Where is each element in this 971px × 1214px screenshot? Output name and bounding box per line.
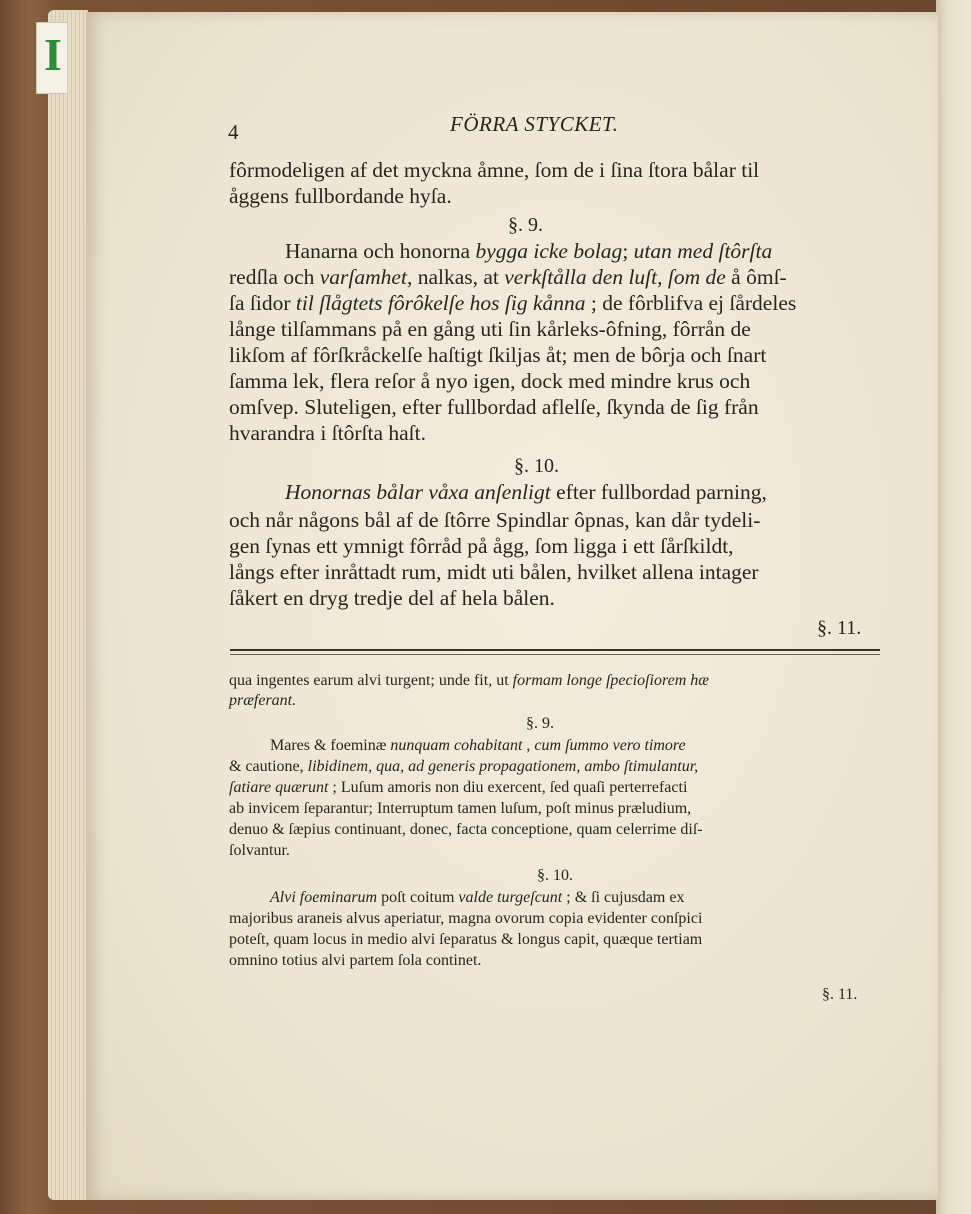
swedish-carry-line-1: fôrmodeligen af det myckna åmne, ſom de i ſina ſtora bålar til [229, 158, 760, 182]
latin-s10-line-1: Alvi foeminarum poſt coitum valde turgeſcunt ; & ſi cujusdam ex [270, 889, 685, 906]
swedish-catchword: §. 11. [817, 617, 862, 639]
latin-s9-line-3: ſatiare quærunt ; Luſum amoris non diu exercent, ſed quaſi perterrefacti [229, 779, 688, 796]
divider-rule-thick [230, 649, 880, 651]
latin-s9-line-5: denuo & ſæpius continuant, donec, facta conceptione, quam celerrime diſ- [229, 821, 703, 838]
latin-s10-line-3: poteſt, quam locus in medio alvi ſeparatus & longus capit, quæque tertiam [229, 931, 703, 948]
running-head: FÖRRA STYCKET. [450, 112, 619, 136]
swedish-s10-line-1: Honornas bålar våxa anſenligt efter fullbordad parning, [285, 480, 767, 504]
swedish-s10-line-5: ſåkert en dryg tredje del af hela bålen. [229, 586, 555, 610]
latin-s10-line-2: majoribus araneis alvus aperiatur, magna ovorum copia evidenter conſpici [229, 910, 703, 927]
swedish-s9-line-2: redſla och varſamhet, nalkas, at verkſtålla den luſt, ſom de å ômſ- [229, 265, 787, 289]
swedish-s9-line-6: ſamma lek, flera reſor å nyo igen, dock med mindre krus och [229, 369, 751, 393]
page-number: 4 [228, 120, 239, 144]
latin-s10-line-4: omnino totius alvi partem ſola continet. [229, 952, 482, 969]
divider-rule-thin [230, 654, 880, 655]
swedish-s9-line-3: ſa ſidor til ſlågtets fôrôkelſe hos ſig kånna ; de fôrblifva ej ſårdeles [229, 291, 797, 315]
swedish-s9-line-8: hvarandra i ſtôrſta haſt. [229, 421, 427, 445]
swedish-s10-line-3: gen ſynas ett ymnigt fôrråd på ågg, ſom ligga i ett ſårſkildt, [229, 534, 734, 558]
latin-section-10-heading: §. 10. [537, 867, 573, 884]
swedish-s9-line-5: likſom af fôrſkråckelſe haſtigt ſkiljas åt; men de bôrja och ſnart [229, 343, 767, 367]
latin-carry-line-1: qua ingentes earum alvi turgent; unde fit, ut formam longe ſpecioſiorem hæ [229, 672, 709, 689]
swedish-s10-line-2: och når någons bål af de ſtôrre Spindlar ôpnas, kan dår tydeli- [229, 508, 761, 532]
swedish-s9-line-1: Hanarna och honorna bygga icke bolag; utan med ſtôrſta [285, 239, 773, 263]
latin-s9-line-1: Mares & foeminæ nunquam cohabitant , cum ſummo vero timore [270, 737, 686, 754]
swedish-s9-line-7: omſvep. Sluteligen, efter fullbordad aflelſe, ſkynda de ſig från [229, 395, 759, 419]
swedish-section-10-heading: §. 10. [514, 455, 559, 477]
latin-section-9-heading: §. 9. [526, 715, 554, 732]
tab-letter: I [44, 29, 62, 80]
latin-catchword: §. 11. [822, 986, 858, 1003]
page-edges [48, 10, 88, 1200]
latin-s9-line-6: ſolvantur. [229, 842, 290, 859]
swedish-carry-line-2: åggens fullbordande hyſa. [229, 184, 452, 208]
swedish-section-9-heading: §. 9. [508, 214, 543, 236]
latin-carry-line-2: præferant. [229, 692, 297, 709]
swedish-s10-line-4: långs efter inråttadt rum, midt uti bålen, hvilket allena intager [229, 560, 759, 584]
latin-s9-line-2: & cautione, libidinem, qua, ad generis propagationem, ambo ſtimulantur, [229, 758, 699, 775]
latin-s9-line-4: ab invicem ſeparantur; Interruptum tamen luſum, poſt minus præludium, [229, 800, 692, 817]
facing-page-edge [936, 0, 971, 1214]
swedish-s9-line-4: långe tilſammans på en gång uti ſin kårleks-ôfning, fôrrån de [229, 317, 751, 341]
